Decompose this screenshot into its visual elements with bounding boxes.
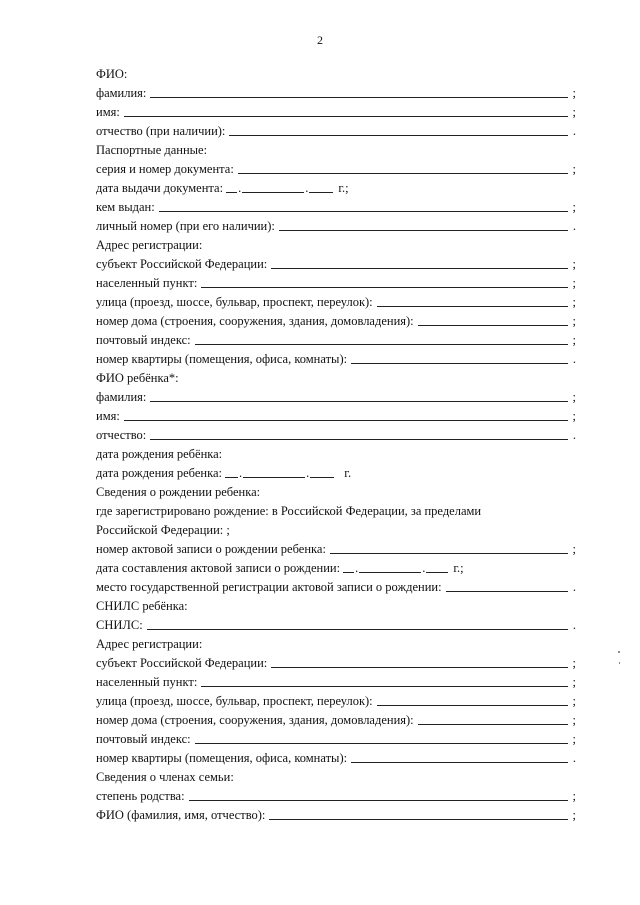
address2-heading-label: Адрес регистрации: [96,637,203,651]
month-blank[interactable] [242,191,304,193]
address2-street-field[interactable] [377,704,568,706]
address1-street-row [96,292,576,310]
row-end-period: . [572,618,576,632]
personal-number-field[interactable] [279,229,568,231]
family-relation-row [96,786,576,804]
child-snils-label: СНИЛС: [96,618,143,632]
child-dob-field[interactable] [225,466,351,481]
year-blank[interactable] [426,571,448,573]
row-end-semicolon: ; [572,333,576,347]
year-blank[interactable] [310,476,334,478]
child-surname-field[interactable] [150,400,568,402]
child-patronymic-row [96,425,576,443]
child-name-label: имя: [96,409,120,423]
address2-apartment-label: номер квартиры (помещения, офиса, комнаты): [96,751,348,765]
address2-subject-label: субъект Российской Федерации: [96,656,268,670]
address2-heading [96,634,576,652]
birth-registered-where-text: где зарегистрировано рождение: в Российской Федерации, за пределами [96,504,482,518]
scan-speck [619,662,620,664]
birth-registered-where-row-2 [96,520,576,538]
year-suffix: г.; [338,181,349,195]
child-patronymic-field[interactable] [150,438,568,440]
address1-subject-field[interactable] [271,267,568,269]
birth-info-heading [96,482,576,500]
date-dot: . [355,561,359,575]
family-relation-label: степень родства: [96,789,185,803]
child-snils-row [96,615,576,633]
address2-subject-row [96,653,576,671]
address2-postcode-row [96,729,576,747]
passport-heading [96,140,576,158]
child-dob-heading [96,444,576,462]
address2-postcode-label: почтовый индекс: [96,732,191,746]
applicant-patronymic-field[interactable] [229,134,568,136]
address1-heading [96,235,576,253]
address1-apartment-field[interactable] [351,362,568,364]
address1-street-field[interactable] [377,305,568,307]
birth-act-place-label: место государственной регистрации актовой записи о рождении: [96,580,442,594]
doc-issue-date-field[interactable] [226,181,349,196]
address1-apartment-label: номер квартиры (помещения, офиса, комнаты): [96,352,348,366]
row-end-semicolon: ; [572,656,576,670]
issued-by-label: кем выдан: [96,200,155,214]
applicant-fio-heading-label: ФИО: [96,67,128,81]
date-dot: . [422,561,426,575]
row-end-period: . [572,580,576,594]
row-end-semicolon: ; [572,162,576,176]
birth-act-place-field[interactable] [446,590,568,592]
child-snils-field[interactable] [147,628,568,630]
birth-act-date-row [96,558,576,576]
applicant-name-label: имя: [96,105,120,119]
scan-speck [618,651,620,653]
address2-locality-label: населенный пункт: [96,675,198,689]
doc-series-number-row [96,159,576,177]
applicant-patronymic-row [96,121,576,139]
row-end-semicolon: ; [572,713,576,727]
address1-subject-row [96,254,576,272]
birth-act-date-label: дата составления актовой записи о рождении: [96,561,341,575]
birth-act-number-label: номер актовой записи о рождении ребенка: [96,542,326,556]
address1-apartment-row [96,349,576,367]
child-surname-label: фамилия: [96,390,147,404]
row-end-semicolon: ; [572,789,576,803]
doc-series-number-label: серия и номер документа: [96,162,234,176]
address1-locality-row [96,273,576,291]
row-end-period: . [572,751,576,765]
row-end-semicolon: ; [572,276,576,290]
address1-locality-label: населенный пункт: [96,276,198,290]
row-end-semicolon: ; [572,675,576,689]
issued-by-field[interactable] [159,210,568,212]
address2-street-label: улица (проезд, шоссе, бульвар, проспект, переулок): [96,694,373,708]
month-blank[interactable] [359,571,421,573]
child-fio-heading [96,368,576,386]
address2-house-label: номер дома (строения, сооружения, здания, домовладения): [96,713,414,727]
birth-registered-where-row [96,501,576,519]
year-blank[interactable] [309,191,333,193]
doc-issue-date-label: дата выдачи документа: [96,181,224,195]
address2-subject-field[interactable] [271,666,568,668]
month-blank[interactable] [243,476,305,478]
day-blank[interactable] [343,571,354,573]
row-end-semicolon: ; [572,86,576,100]
date-dot: . [305,181,309,195]
date-dot: . [238,181,242,195]
page-number: 2 [317,33,323,47]
address2-apartment-row [96,748,576,766]
birth-info-heading-label: Сведения о рождении ребенка: [96,485,261,499]
family-relation-field[interactable] [189,799,568,801]
birth-act-date-field[interactable] [343,561,464,576]
year-suffix: г.; [453,561,464,575]
address2-street-row [96,691,576,709]
day-blank[interactable] [225,476,238,478]
doc-series-number-field[interactable] [238,172,568,174]
applicant-patronymic-label: отчество (при наличии): [96,124,226,138]
personal-number-row [96,216,576,234]
address2-house-field[interactable] [418,723,568,725]
child-name-row [96,406,576,424]
year-suffix: г. [344,466,352,480]
address2-locality-field[interactable] [201,685,568,687]
address1-house-label: номер дома (строения, сооружения, здания, домовладения): [96,314,414,328]
address2-apartment-field[interactable] [351,761,568,763]
row-end-semicolon: ; [572,257,576,271]
row-end-semicolon: ; [572,694,576,708]
row-end-semicolon: ; [572,200,576,214]
address2-house-row [96,710,576,728]
personal-number-label: личный номер (при его наличии): [96,219,275,233]
address2-postcode-field[interactable] [195,742,568,744]
row-end-semicolon: ; [572,732,576,746]
family-heading-label: Сведения о членах семьи: [96,770,234,784]
child-dob-label: дата рождения ребенка: [96,466,222,480]
row-end-semicolon: ; [572,295,576,309]
row-end-semicolon: ; [572,542,576,556]
address2-locality-row [96,672,576,690]
applicant-name-field[interactable] [124,115,568,117]
applicant-surname-field[interactable] [150,96,568,98]
birth-act-number-row [96,539,576,557]
birth-registered-where-text-2: Российской Федерации: ; [96,523,230,537]
family-heading [96,767,576,785]
child-name-field[interactable] [124,419,568,421]
child-patronymic-label: отчество: [96,428,147,442]
row-end-semicolon: ; [572,314,576,328]
child-dob-heading-label: дата рождения ребёнка: [96,447,223,461]
address1-house-field[interactable] [418,324,568,326]
address1-postcode-label: почтовый индекс: [96,333,191,347]
child-snils-heading [96,596,576,614]
address1-subject-label: субъект Российской Федерации: [96,257,268,271]
date-dot: . [306,466,310,480]
row-end-semicolon: ; [572,390,576,404]
applicant-fio-heading [96,64,576,82]
row-end-semicolon: ; [572,409,576,423]
family-fio-field[interactable] [269,818,568,820]
row-end-period: . [572,124,576,138]
child-fio-heading-label: ФИО ребёнка*: [96,371,179,385]
child-snils-heading-label: СНИЛС ребёнка: [96,599,188,613]
address1-street-label: улица (проезд, шоссе, бульвар, проспект, переулок): [96,295,373,309]
date-dot: . [239,466,243,480]
applicant-surname-label: фамилия: [96,86,147,100]
applicant-surname-row [96,83,576,101]
child-dob-row [96,463,576,481]
row-end-period: . [572,428,576,442]
address1-house-row [96,311,576,329]
row-end-semicolon: ; [572,105,576,119]
day-blank[interactable] [226,191,237,193]
birth-act-place-row [96,577,576,595]
family-fio-label: ФИО (фамилия, имя, отчество): [96,808,266,822]
issued-by-row [96,197,576,215]
address1-locality-field[interactable] [201,286,568,288]
address1-heading-label: Адрес регистрации: [96,238,203,252]
doc-issue-date-row [96,178,576,196]
applicant-name-row [96,102,576,120]
row-end-period: . [572,352,576,366]
address1-postcode-field[interactable] [195,343,568,345]
passport-heading-label: Паспортные данные: [96,143,208,157]
row-end-period: . [572,219,576,233]
address1-postcode-row [96,330,576,348]
child-surname-row [96,387,576,405]
row-end-semicolon: ; [572,808,576,822]
birth-act-number-field[interactable] [330,552,568,554]
family-fio-row [96,805,576,823]
